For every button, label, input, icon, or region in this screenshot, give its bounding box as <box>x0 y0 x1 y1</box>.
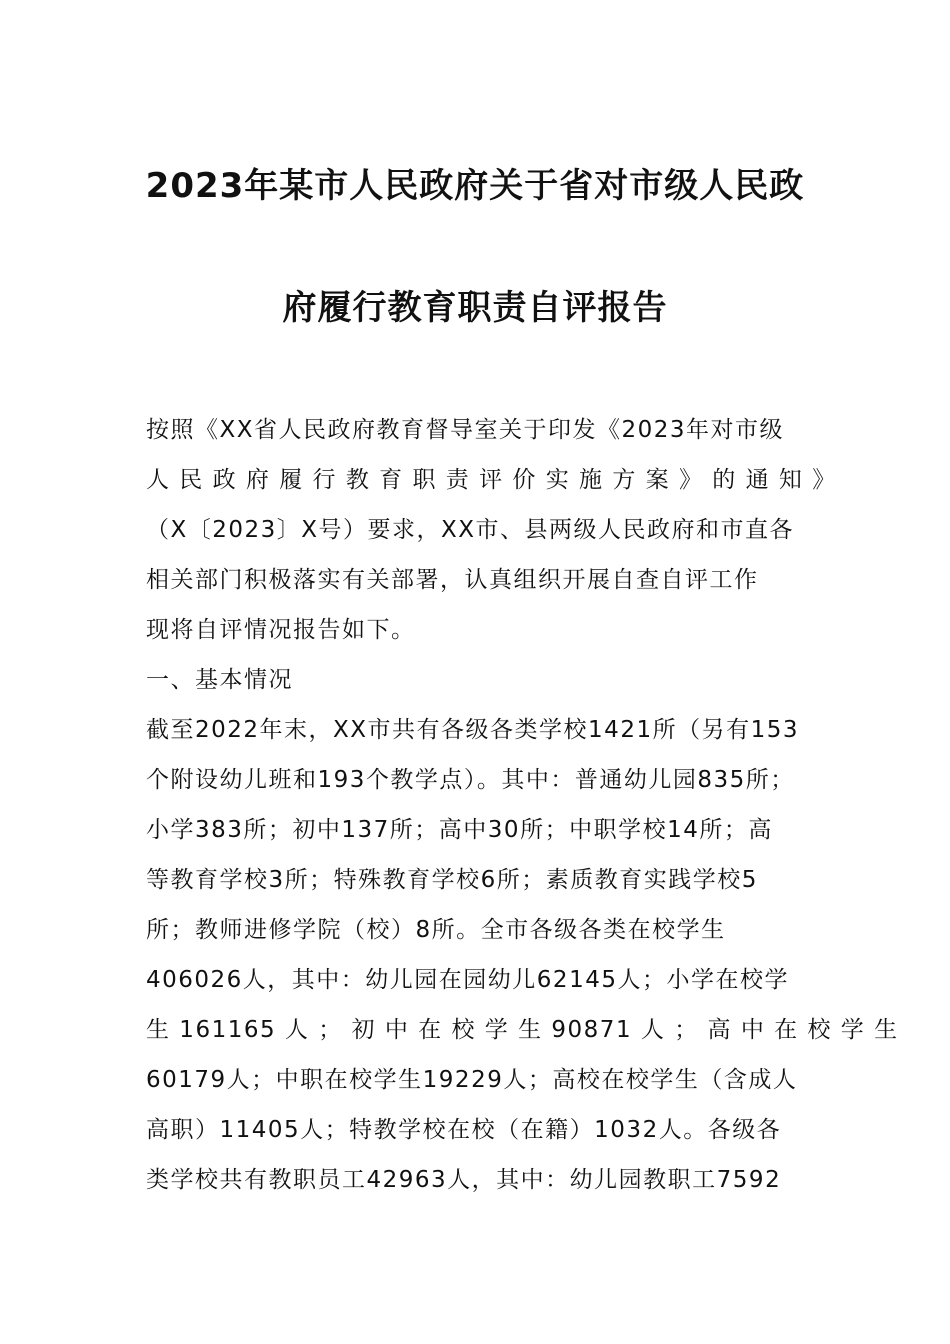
paragraph-1-line-1: 按照《XX省人民政府教育督导室关于印发《2023年对市级 <box>146 417 785 443</box>
paragraph-2-line-4: 等教育学校3所；特殊教育学校6所；素质教育实践学校5 <box>146 867 758 893</box>
paragraph-2-line-8: 60179人；中职在校学生19229人；高校在校学生（含成人 <box>146 1067 798 1093</box>
paragraph-2-line-1: 截至2022年末，XX市共有各级各类学校1421所（另有153 <box>146 717 799 743</box>
paragraph-2-line-5: 所；教师进修学院（校）8所。全市各级各类在校学生 <box>146 917 726 943</box>
document-title-line-1: 2023年某市人民政府关于省对市级人民政 <box>145 166 805 206</box>
document-title-line-2: 府履行教育职责自评报告 <box>282 288 668 328</box>
paragraph-2-line-6: 406026人，其中：幼儿园在园幼儿62145人；小学在校学 <box>146 967 789 993</box>
paragraph-2-line-7: 生 161165 人 ； 初 中 在 校 学 生 90871 人 ； 高 中 在 校 学 生 <box>146 1017 899 1043</box>
paragraph-1-line-2: 人 民 政 府 履 行 教 育 职 责 评 价 实 施 方 案 》 的 通 知 》 <box>146 467 837 493</box>
paragraph-1-line-3: （X〔2023〕X号）要求，XX市、县两级人民政府和市直各 <box>146 517 795 543</box>
section-1-heading: 一、基本情况 <box>146 667 293 693</box>
paragraph-1-line-5: 现将自评情况报告如下。 <box>146 617 416 643</box>
paragraph-2-line-9: 高职）11405人；特教学校在校（在籍）1032人。各级各 <box>146 1117 782 1143</box>
paragraph-2-line-3: 小学383所；初中137所；高中30所；中职学校14所；高 <box>146 817 773 843</box>
paragraph-2-line-2: 个附设幼儿班和193个教学点）。其中：普通幼儿园835所； <box>146 767 795 793</box>
paragraph-1-line-4: 相关部门积极落实有关部署，认真组织开展自查自评工作 <box>146 567 759 593</box>
paragraph-2-line-10: 类学校共有教职员工42963人，其中：幼儿园教职工7592 <box>146 1167 782 1193</box>
